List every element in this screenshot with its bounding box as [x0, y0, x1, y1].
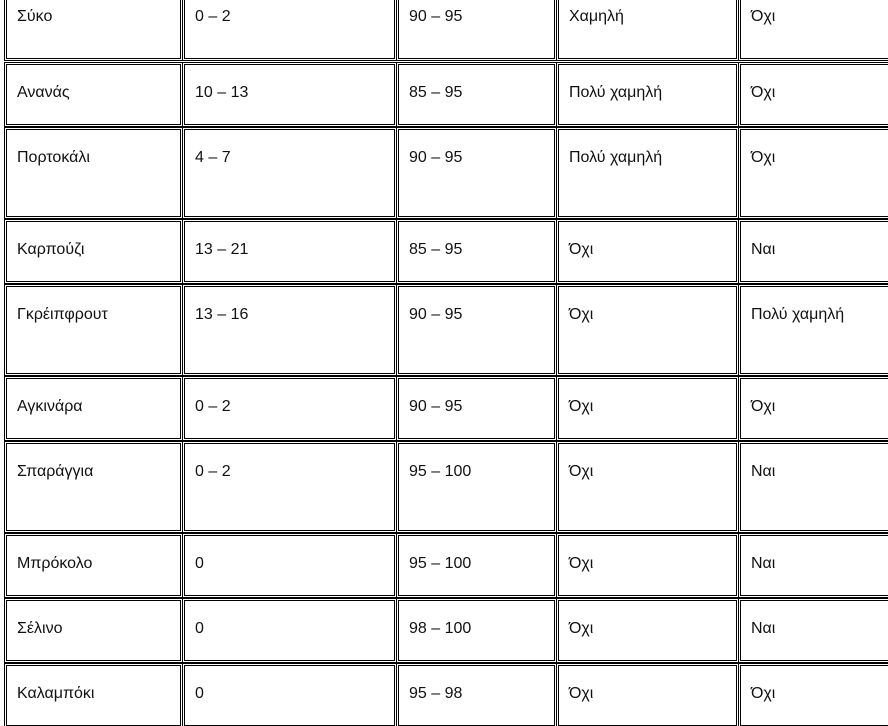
table-row — [0, 221, 888, 282]
table-cell — [558, 221, 737, 282]
table-cell — [184, 221, 395, 282]
table-cell — [740, 64, 888, 125]
cell-text: Πολύ χαμηλή — [751, 306, 845, 323]
table-row — [0, 535, 888, 596]
cell-text: Όχι — [751, 8, 776, 25]
table-cell — [740, 443, 888, 531]
table-cell — [398, 443, 555, 531]
table-cell — [6, 64, 181, 125]
table-cell — [558, 64, 737, 125]
table-row — [0, 64, 888, 125]
cell-text: 95 – 100 — [409, 463, 472, 480]
table-cell — [740, 665, 888, 726]
table-cell — [398, 129, 555, 217]
table-cell — [6, 443, 181, 531]
cell-text: 98 – 100 — [409, 620, 472, 637]
cell-text: Όχι — [569, 685, 594, 702]
cell-text: 0 — [195, 620, 204, 637]
table-cell — [398, 600, 555, 661]
cell-text: 90 – 95 — [409, 149, 463, 166]
table-cell — [740, 378, 888, 439]
table-cell — [558, 600, 737, 661]
table-cell — [184, 64, 395, 125]
table-cell — [740, 600, 888, 661]
cell-text: Ανανάς — [17, 84, 70, 101]
table-cell — [398, 378, 555, 439]
cell-text: Όχι — [751, 398, 776, 415]
cell-text: 95 – 98 — [409, 685, 463, 702]
table-cell — [6, 221, 181, 282]
table-cell — [184, 378, 395, 439]
cell-text: 95 – 100 — [409, 555, 472, 572]
table-cell — [740, 286, 888, 374]
table-cell — [398, 0, 555, 59]
table-row — [0, 600, 888, 661]
cell-text: 0 — [195, 555, 204, 572]
cell-text: Καρπούζι — [17, 241, 85, 258]
cell-text: 0 — [195, 685, 204, 702]
table-cell — [184, 129, 395, 217]
cell-text: Ναι — [751, 555, 776, 572]
cell-text: Όχι — [751, 685, 776, 702]
table-cell — [558, 443, 737, 531]
table-cell — [6, 286, 181, 374]
cell-text: 0 – 2 — [195, 398, 231, 415]
table-cell — [6, 129, 181, 217]
cell-text: 0 – 2 — [195, 463, 231, 480]
table-cell — [740, 0, 888, 59]
table-row — [0, 665, 888, 726]
table-row — [0, 129, 888, 217]
table-cell — [558, 129, 737, 217]
cell-text: Όχι — [569, 463, 594, 480]
table-row — [0, 378, 888, 439]
cell-text: 4 – 7 — [195, 149, 231, 166]
cell-text: 13 – 16 — [195, 306, 249, 323]
table-cell — [184, 443, 395, 531]
table-cell — [184, 600, 395, 661]
cell-text: Καλαμπόκι — [17, 685, 95, 702]
cell-text: Όχι — [569, 306, 594, 323]
cell-text: Πορτοκάλι — [17, 149, 90, 166]
table-cell — [740, 129, 888, 217]
table-cell — [6, 0, 181, 59]
cell-text: 90 – 95 — [409, 8, 463, 25]
table-cell — [558, 286, 737, 374]
table-cell — [184, 535, 395, 596]
table-cell — [398, 535, 555, 596]
cell-text: Γκρέιπφρουτ — [17, 306, 108, 323]
table-cell — [184, 0, 395, 59]
cell-text: Πολύ χαμηλή — [569, 84, 663, 101]
table-cell — [6, 665, 181, 726]
cell-text: Αγκινάρα — [17, 398, 83, 415]
table-cell — [398, 64, 555, 125]
table-cell — [6, 378, 181, 439]
table-cell — [558, 535, 737, 596]
table-cell — [6, 535, 181, 596]
table-cell — [184, 286, 395, 374]
table-cell — [558, 0, 737, 59]
cell-text: Όχι — [751, 84, 776, 101]
table-cell — [558, 665, 737, 726]
cell-text: 0 – 2 — [195, 8, 231, 25]
cell-text: Όχι — [569, 398, 594, 415]
table-cell — [184, 665, 395, 726]
table-cell — [6, 600, 181, 661]
cell-text: 85 – 95 — [409, 84, 463, 101]
cell-text: Ναι — [751, 620, 776, 637]
cell-text: Μπρόκολο — [17, 555, 93, 572]
cell-text: Ναι — [751, 241, 776, 258]
cell-text: Σέλινο — [17, 620, 63, 637]
table-cell — [398, 286, 555, 374]
table-cell — [398, 665, 555, 726]
cell-text: Πολύ χαμηλή — [569, 149, 663, 166]
table-row — [0, 443, 888, 531]
table-cell — [740, 221, 888, 282]
cell-text: 90 – 95 — [409, 306, 463, 323]
cell-text: Χαμηλή — [569, 8, 624, 25]
table-cell — [558, 378, 737, 439]
cell-text: 10 – 13 — [195, 84, 249, 101]
cell-text: Ναι — [751, 463, 776, 480]
table-cell — [740, 535, 888, 596]
cell-text: Όχι — [569, 620, 594, 637]
cell-text: Σύκο — [17, 8, 53, 25]
cell-text: Σπαράγγια — [17, 463, 94, 480]
table-cell — [398, 221, 555, 282]
cell-text: 85 – 95 — [409, 241, 463, 258]
cell-text: 90 – 95 — [409, 398, 463, 415]
cell-text: Όχι — [569, 241, 594, 258]
cell-text: Όχι — [751, 149, 776, 166]
table-row — [0, 0, 888, 59]
table-row — [0, 286, 888, 374]
cell-text: Όχι — [569, 555, 594, 572]
cell-text: 13 – 21 — [195, 241, 249, 258]
